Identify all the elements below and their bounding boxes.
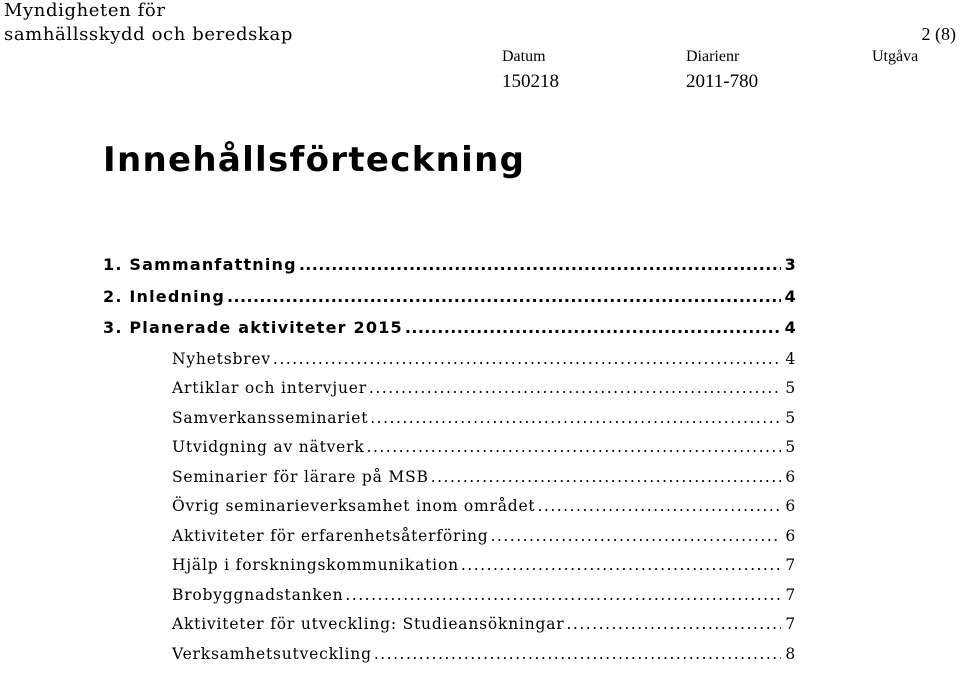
toc-dot-leader: [431, 468, 782, 486]
toc-entry-page: 7: [785, 556, 796, 574]
toc-entry-text: Övrig seminarieverksamhet inom området: [172, 497, 536, 515]
toc-entry-page: 7: [785, 615, 796, 633]
toc-entry-text: Brobyggnadstanken: [172, 585, 344, 604]
toc-entry-page: 7: [785, 585, 796, 604]
toc-entry-page: 3: [784, 255, 797, 274]
toc-dot-leader: [345, 586, 781, 604]
toc-entry[interactable]: [172, 438, 796, 468]
diarienr-value: 2011-780: [686, 71, 759, 92]
organization-name-line1: Myndigheten för: [4, 0, 166, 21]
toc-dot-leader: [273, 350, 781, 368]
toc-entry-text: Artiklar och intervjuer: [172, 379, 367, 397]
toc-entry[interactable]: [172, 409, 796, 439]
toc-entry-text: 2. Inledning: [103, 286, 226, 306]
toc-entry[interactable]: [172, 379, 796, 409]
toc-entry-page: 5: [785, 408, 796, 427]
toc-entry[interactable]: [103, 287, 797, 319]
toc-entry[interactable]: [172, 615, 796, 645]
toc-entry[interactable]: [172, 350, 796, 380]
datum-label: Datum: [502, 48, 546, 65]
toc-entry[interactable]: [103, 318, 797, 350]
toc-dot-leader: [370, 409, 781, 427]
toc-dot-leader: [367, 438, 782, 456]
toc-entry-text: 3. Planerade aktiviteter 2015: [103, 318, 403, 337]
toc-entry[interactable]: [172, 586, 796, 616]
page-number: 2 (8): [921, 24, 956, 44]
toc-dot-leader: [405, 318, 781, 337]
diarienr-label: Diarienr: [686, 48, 740, 65]
toc-entry-page: 6: [785, 526, 796, 545]
toc-entry-page: 5: [785, 438, 796, 456]
toc-entry-text: Aktiviteter för erfarenhetsåterföring: [172, 526, 489, 545]
utgava-label: Utgåva: [872, 48, 919, 65]
toc-dot-leader: [374, 645, 782, 663]
toc-entry[interactable]: [172, 527, 796, 557]
toc-dot-leader: [461, 556, 781, 574]
organization-name-line2: samhällsskydd och beredskap: [4, 24, 293, 45]
toc-entry[interactable]: [172, 497, 796, 527]
toc-dot-leader: [567, 615, 782, 633]
toc-entry-text: 1. Sammanfattning: [103, 255, 297, 274]
toc-entry-page: 5: [785, 379, 796, 397]
toc-dot-leader: [491, 527, 782, 545]
toc-dot-leader: [537, 497, 781, 515]
table-of-contents: [103, 255, 803, 674]
toc-entry-text: Samverkansseminariet: [172, 408, 369, 427]
toc-entry-text: Verksamhetsutveckling: [172, 644, 372, 663]
toc-entry[interactable]: [172, 556, 796, 586]
toc-entry-text: Aktiviteter för utveckling: Studieansökningar: [172, 615, 565, 633]
toc-dot-leader: [299, 255, 781, 274]
toc-dot-leader: [369, 379, 781, 397]
toc-entry-page: 4: [785, 349, 796, 368]
toc-entry[interactable]: [172, 468, 796, 498]
toc-entry-page: 4: [784, 318, 797, 337]
toc-entry[interactable]: [172, 645, 796, 675]
toc-entry-text: Hjälp i forskningskommunikation: [172, 556, 459, 574]
datum-value: 150218: [502, 71, 559, 92]
toc-entry-text: Nyhetsbrev: [172, 349, 271, 368]
toc-entry-text: Utvidgning av nätverk: [172, 438, 365, 456]
toc-entry-page: 6: [785, 467, 796, 486]
toc-entry-page: 8: [785, 644, 796, 663]
toc-title: Innehållsförteckning: [103, 140, 526, 180]
toc-entry-page: 4: [784, 286, 797, 306]
toc-entry[interactable]: [103, 255, 797, 287]
toc-entry-text: Seminarier för lärare på MSB: [172, 467, 429, 486]
toc-dot-leader: [227, 287, 781, 306]
toc-entry-page: 6: [785, 497, 796, 515]
